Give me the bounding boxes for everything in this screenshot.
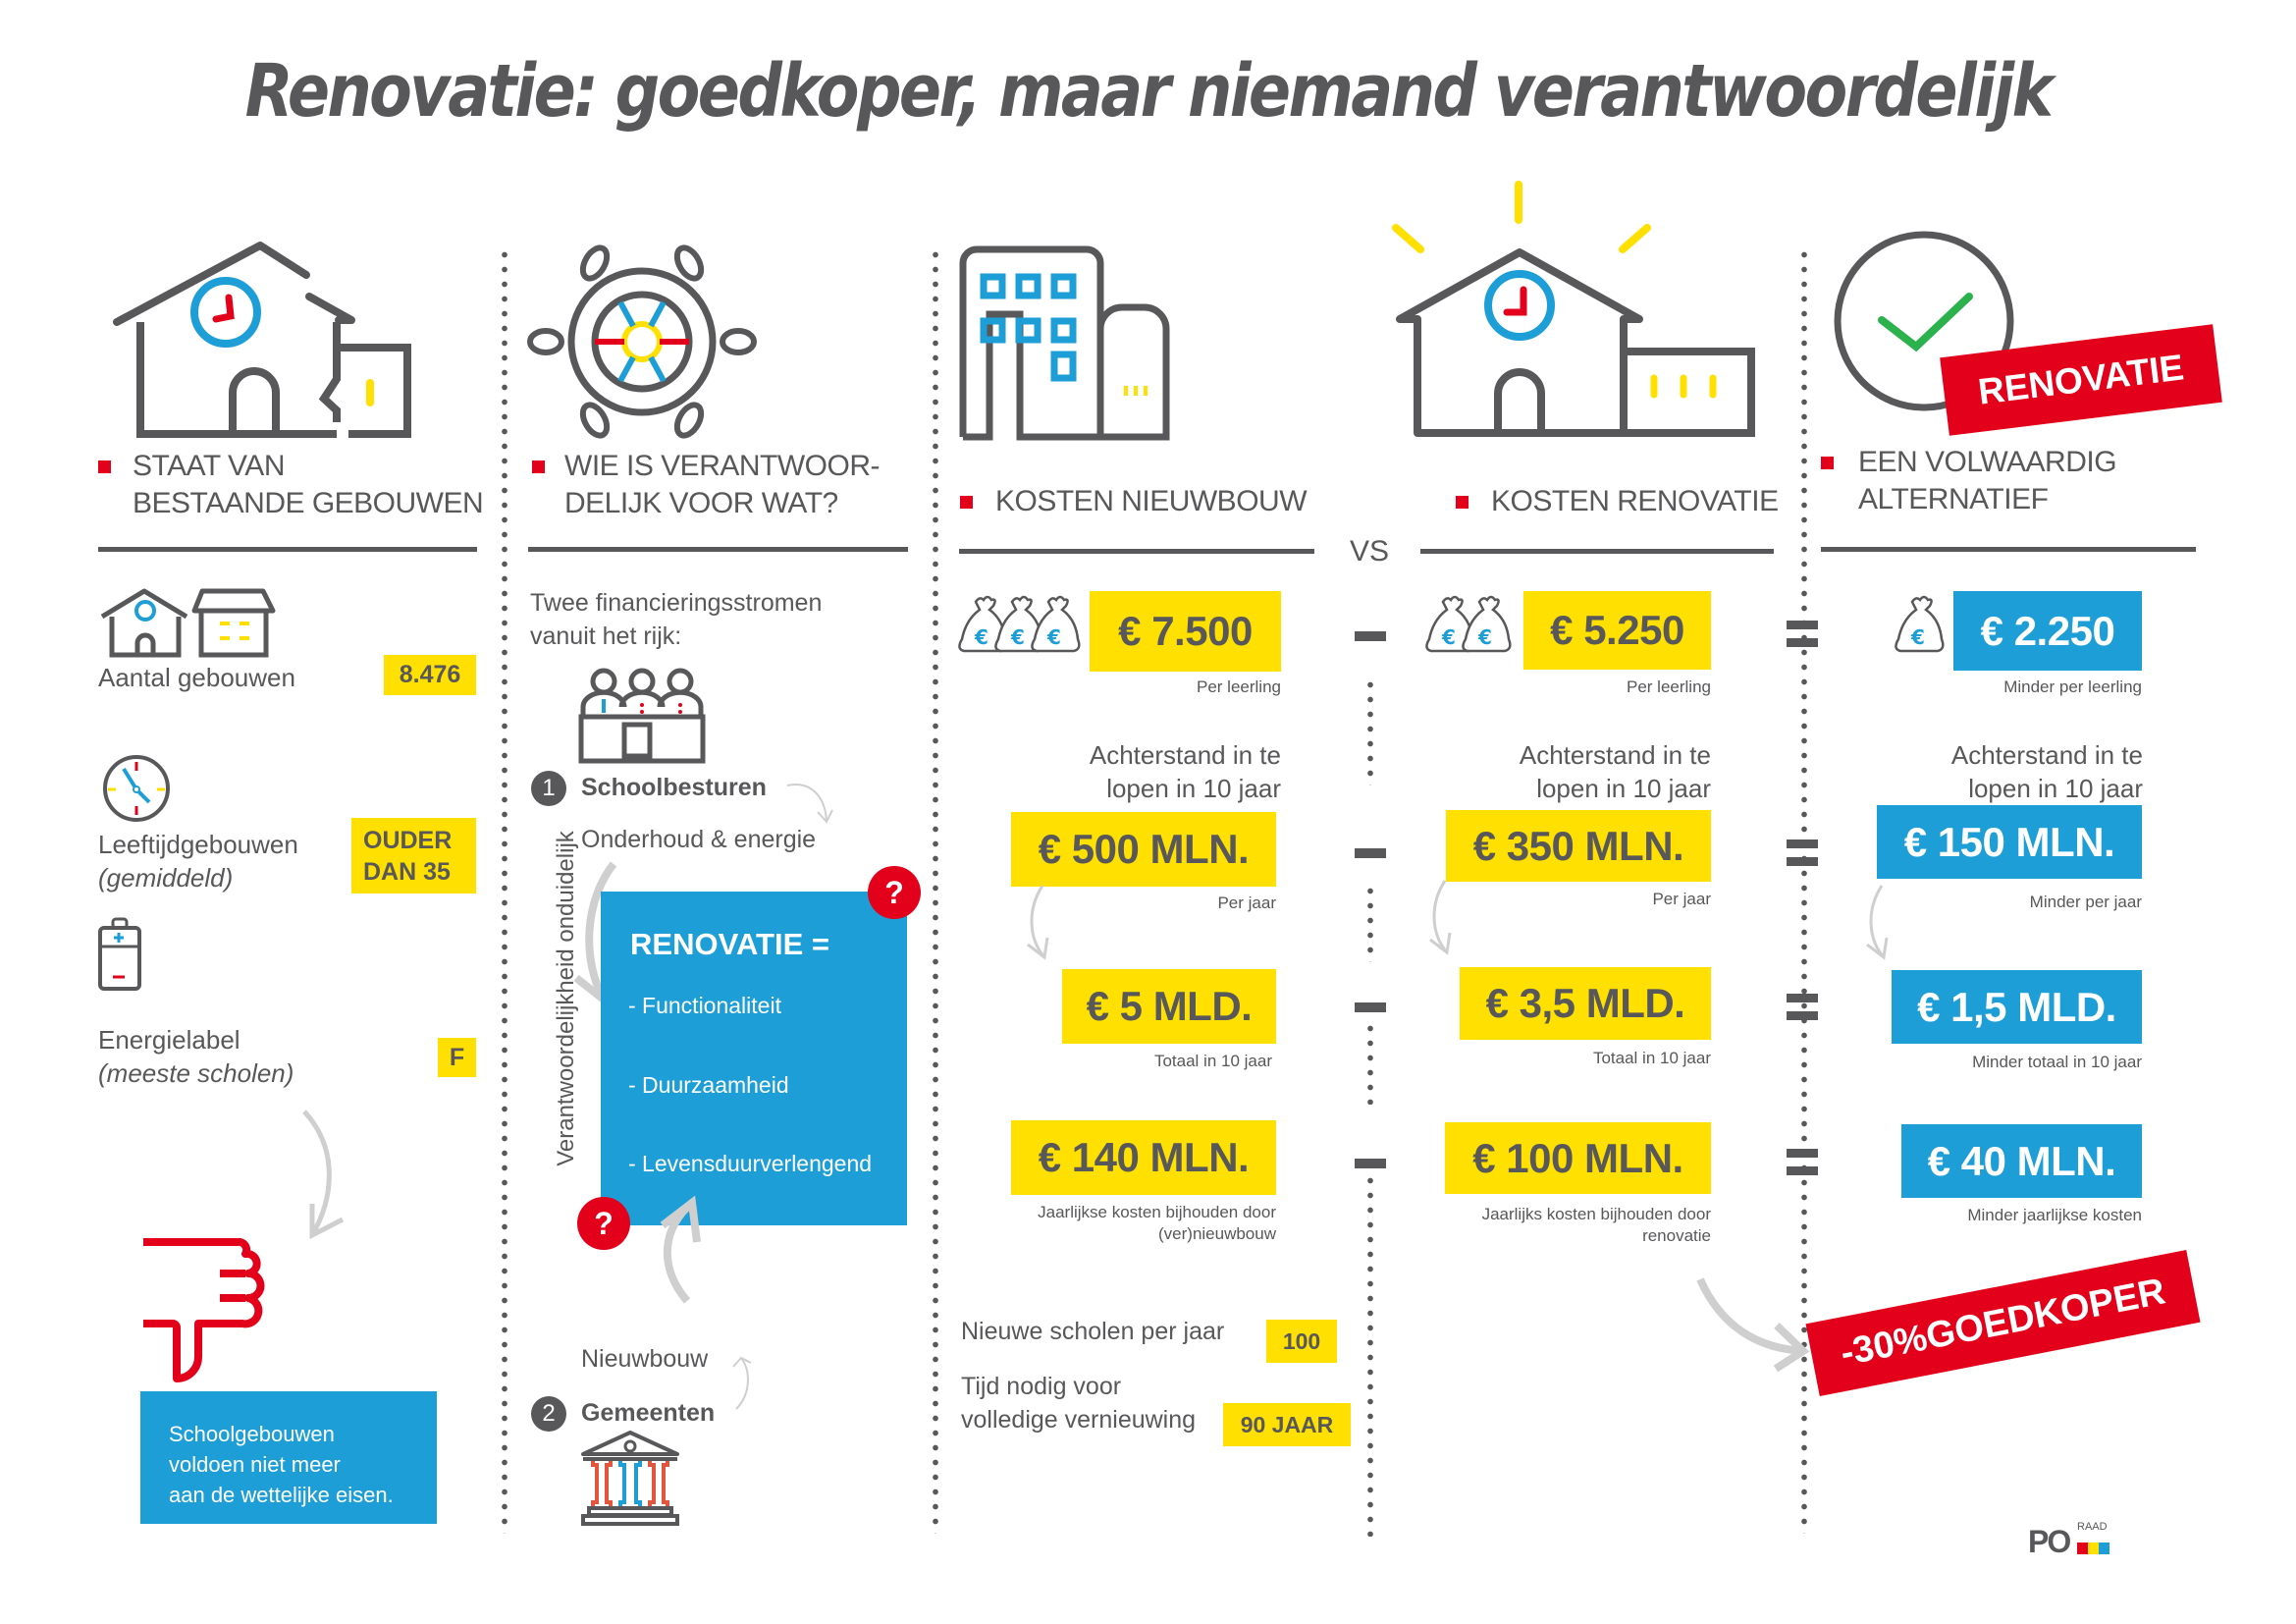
value-caption (982, 1202, 1276, 1245)
value-caption: Per leerling (1197, 677, 1281, 696)
value-caption: Per leerling (1627, 677, 1711, 696)
backlog-label-line: Achterstand in te (1950, 740, 2143, 770)
annual-cost-value: € 100 MLN. (1445, 1122, 1711, 1194)
equals-icon (1787, 994, 1818, 1029)
operator-divider (1367, 884, 1373, 962)
damaged-school-icon (113, 244, 417, 440)
backlog-label-line: lopen in 10 jaar (1536, 774, 1711, 803)
svg-text:€: € (1911, 625, 1925, 649)
value-caption: Per jaar (1652, 890, 1711, 908)
minus-icon (1355, 1002, 1386, 1012)
money-bags-icon (956, 592, 1082, 653)
stat-value (351, 818, 476, 893)
backlog-label-line: lopen in 10 jaar (1968, 774, 2143, 803)
red-bullet-icon (1456, 496, 1468, 509)
backlog-label (1414, 738, 1711, 805)
column-divider (933, 247, 938, 1534)
stat-label-main: Leeftijdgebouwen (98, 830, 298, 859)
new-schools-label: Nieuwe scholen per jaar (961, 1318, 1225, 1345)
renewal-time-value: 90 JAAR (1223, 1403, 1351, 1446)
header-line: ALTERNATIEF (1858, 483, 2049, 515)
caption-line: renovatie (1642, 1226, 1711, 1245)
per-year-value: € 500 MLN. (1011, 812, 1276, 887)
total-value: € 3,5 MLD. (1460, 967, 1711, 1040)
renovation-definition-box (601, 892, 907, 1225)
value-caption: Minder per jaar (2029, 893, 2142, 911)
header-line: DELIJK VOOR WAT? (564, 487, 838, 519)
curved-arrow-icon (1425, 879, 1465, 957)
per-year-savings: € 150 MLN. (1877, 805, 2142, 879)
minus-icon (1355, 631, 1386, 641)
conclusion-text: aan de wettelijke eisen. (169, 1483, 394, 1507)
page-title: Renovatie: goedkoper, maar niemand verantwoordelijk (244, 49, 2052, 134)
backlog-label-line: lopen in 10 jaar (1106, 774, 1281, 803)
party-name: Schoolbesturen (581, 774, 767, 801)
logo-red-block (2077, 1543, 2088, 1554)
curved-arrow-icon (1862, 884, 1901, 962)
svg-text:€: € (1478, 625, 1492, 649)
thumbs-down-icon (139, 1239, 262, 1381)
header-rule (959, 549, 1314, 554)
renovated-school-icon (1396, 241, 1769, 437)
conclusion-box (140, 1391, 437, 1524)
operator-divider (1367, 1173, 1373, 1537)
red-bullet-icon (960, 496, 973, 509)
minus-icon (1355, 1159, 1386, 1168)
question-badge: ? (577, 1197, 630, 1250)
conclusion-text: voldoen niet meer (169, 1452, 341, 1477)
header-line: BESTAANDE GEBOUWEN (133, 487, 484, 519)
party-name: Gemeenten (581, 1399, 716, 1427)
total-savings: € 1,5 MLD. (1892, 970, 2142, 1044)
total-value: € 5 MLD. (1062, 969, 1276, 1044)
curved-arrow-icon (1023, 884, 1062, 962)
per-student-value: € 7.500 (1090, 591, 1281, 672)
ship-wheel-icon (530, 245, 766, 442)
caption-line: Jaarlijkse kosten bijhouden door (1038, 1203, 1276, 1221)
equals-icon (1787, 839, 1818, 875)
box-item: - Levensduurverlengend (628, 1151, 873, 1176)
stat-value-line: DAN 35 (363, 857, 451, 886)
caption-line: (ver)nieuwbouw (1158, 1224, 1276, 1243)
logo-blue-block (2099, 1543, 2109, 1554)
party-task: Nieuwbouw (581, 1345, 709, 1373)
red-bullet-icon (532, 460, 545, 473)
operator-divider (1367, 677, 1373, 785)
step-badge-1: 1 (531, 771, 566, 806)
renewal-time-label (961, 1370, 1196, 1436)
value-caption: Totaal in 10 jaar (1592, 1049, 1711, 1067)
per-year-value: € 350 MLN. (1446, 810, 1711, 882)
header-rule (528, 547, 908, 552)
party-task: Onderhoud & energie (581, 826, 817, 853)
stat-value-line: OUDER (363, 826, 453, 854)
renewal-label-line: Tijd nodig voor (961, 1373, 1122, 1400)
town-hall-icon (581, 1430, 679, 1528)
question-badge: ? (868, 866, 921, 919)
battery-icon (98, 917, 143, 992)
value-caption: Minder per leerling (2003, 677, 2142, 696)
header-rule (98, 547, 477, 552)
annual-cost-value: € 140 MLN. (1011, 1120, 1276, 1195)
annual-savings: € 40 MLN. (1901, 1124, 2142, 1198)
section-header (103, 448, 496, 522)
value-caption: Minder jaarlijkse kosten (1967, 1206, 2142, 1224)
savings-banner: -30%GOEDKOPER (1805, 1250, 2200, 1396)
vs-label: VS (1350, 535, 1390, 568)
header-line: EEN VOLWAARDIG (1858, 446, 2117, 478)
equals-icon (1787, 1149, 1818, 1184)
stat-label-main: Energielabel (98, 1025, 240, 1055)
stat-label (98, 828, 298, 894)
header-line: KOSTEN NIEUWBOUW (995, 485, 1308, 517)
curved-arrow-icon (731, 1355, 761, 1414)
box-title: RENOVATIE = (630, 927, 829, 961)
value-caption (1414, 1204, 1711, 1247)
column-divider (502, 247, 507, 1534)
curved-arrow-icon (785, 781, 834, 825)
stat-label-note: (gemiddeld) (98, 863, 234, 893)
stat-value: 8.476 (384, 655, 476, 695)
header-line: WIE IS VERANTWOOR- (564, 450, 880, 482)
section-header (535, 448, 928, 522)
value-caption: Minder totaal in 10 jaar (1972, 1053, 2142, 1071)
section-header (960, 483, 1307, 520)
renovation-badge: RENOVATIE (1940, 324, 2222, 436)
intro-line: vanuit het rijk: (530, 623, 682, 650)
svg-text:€: € (1442, 625, 1456, 649)
svg-text:€: € (1047, 625, 1061, 649)
curved-arrow-icon (299, 1110, 358, 1247)
renewal-label-line: volledige vernieuwing (961, 1406, 1197, 1434)
stat-label-note: (meeste scholen) (98, 1058, 294, 1088)
per-student-value: € 5.250 (1523, 591, 1711, 670)
intro-text (530, 586, 822, 653)
header-rule (1821, 547, 2196, 552)
header-line: STAAT VAN (133, 450, 285, 482)
logo-small: RAAD (2077, 1521, 2108, 1533)
money-bags-icon (1423, 592, 1514, 653)
money-bag-icon (1893, 592, 1948, 653)
logo-main: PO (2028, 1524, 2070, 1559)
curved-arrow-icon (658, 1198, 726, 1306)
clock-icon (102, 759, 171, 818)
minus-icon (1355, 848, 1386, 858)
equals-icon (1787, 621, 1818, 656)
svg-text:€: € (1011, 625, 1025, 649)
backlog-label (982, 738, 1281, 805)
stat-label (98, 1023, 294, 1090)
red-bullet-icon (1821, 457, 1834, 469)
curved-arrow-icon (1695, 1274, 1813, 1373)
svg-text:€: € (975, 625, 988, 649)
stat-label: Aantal gebouwen (98, 663, 295, 692)
new-schools-value: 100 (1266, 1320, 1337, 1363)
new-building-icon (959, 245, 1165, 442)
box-item: - Duurzaamheid (628, 1072, 789, 1098)
header-rule (1420, 549, 1774, 554)
backlog-label-line: Achterstand in te (1089, 740, 1281, 770)
school-buildings-icon (100, 589, 277, 658)
caption-line: Jaarlijks kosten bijhouden door (1481, 1205, 1711, 1223)
intro-line: Twee financieringsstromen (530, 589, 823, 617)
box-item: - Functionaliteit (628, 993, 781, 1018)
conclusion-text: Schoolgebouwen (169, 1422, 335, 1446)
red-bullet-icon (98, 460, 111, 473)
board-members-icon (579, 668, 707, 766)
section-header (1821, 444, 2116, 518)
section-header (1456, 483, 1779, 520)
header-line: KOSTEN RENOVATIE (1491, 485, 1779, 517)
stat-value: F (438, 1038, 476, 1077)
logo-yellow-block (2088, 1543, 2099, 1554)
backlog-label (1845, 738, 2143, 805)
per-student-savings: € 2.250 (1953, 591, 2142, 671)
step-badge-2: 2 (531, 1396, 566, 1432)
value-caption: Per jaar (1217, 893, 1276, 912)
backlog-label-line: Achterstand in te (1519, 740, 1711, 770)
operator-divider (1367, 1021, 1373, 1105)
value-caption: Totaal in 10 jaar (1153, 1052, 1272, 1070)
vertical-label: Verantwoordelijkheid onduidelijk (553, 831, 579, 1166)
